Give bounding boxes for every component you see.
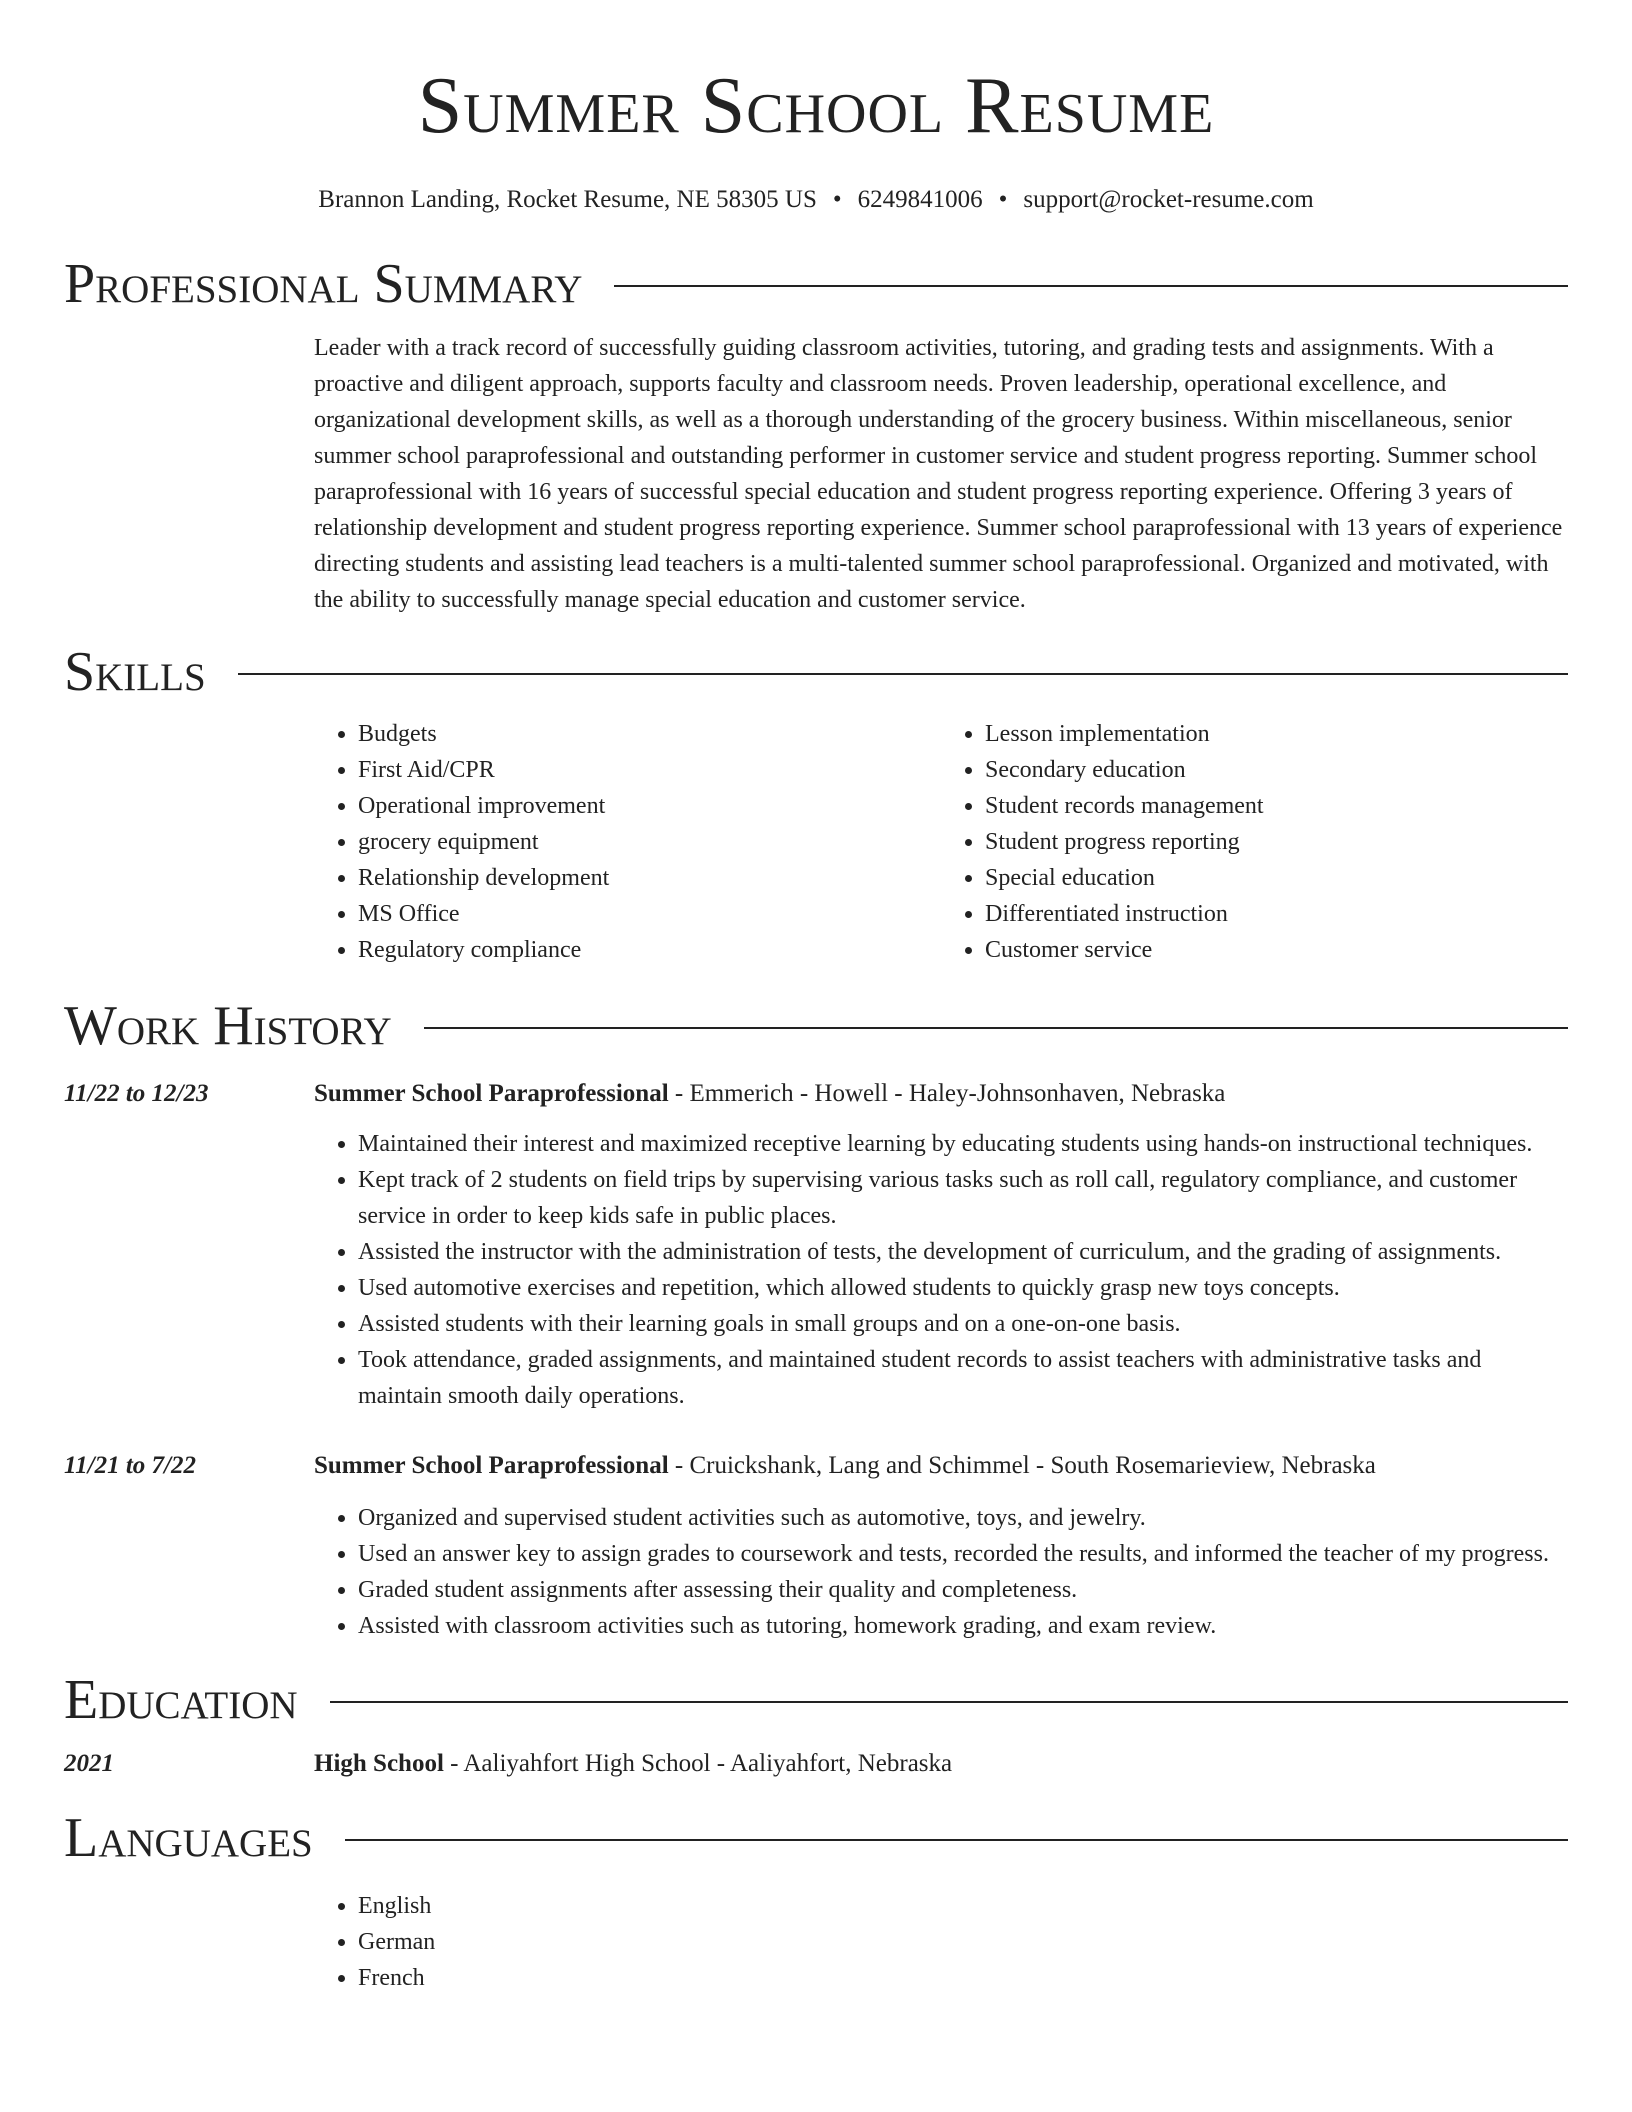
job-bullet: • Assisted students with their learning goals in small groups and on a one-on-one basis. bbox=[358, 1306, 1568, 1342]
job-bullet: • Took attendance, graded assignments, and maintained student records to assist teachers with administrative tasks and maintain smooth daily operations. bbox=[358, 1342, 1568, 1414]
skills-column-right bbox=[941, 716, 1568, 968]
skill-item: • Differentiated instruction bbox=[985, 896, 1568, 932]
job-bullet: • Assisted the instructor with the administration of tests, the development of curriculum, and the grading of assignments. bbox=[358, 1234, 1568, 1270]
contact-line bbox=[64, 184, 1568, 216]
skill-item: • Operational improvement bbox=[358, 788, 941, 824]
education-heading: Education bbox=[64, 1669, 298, 1731]
summary-section-header bbox=[64, 252, 1568, 316]
education-degree: High School bbox=[314, 1750, 444, 1777]
job-title: Summer School Paraprofessional bbox=[314, 1452, 669, 1479]
summary-heading: Professional Summary bbox=[64, 253, 583, 315]
section-rule bbox=[614, 285, 1568, 287]
section-rule bbox=[330, 1701, 1568, 1703]
resume-title: Summer School Resume bbox=[417, 62, 1215, 150]
languages-body bbox=[314, 1888, 1568, 1996]
work-heading: Work History bbox=[64, 995, 392, 1057]
job-bullet: • Maintained their interest and maximized receptive learning by educating students using hands-on instructional techniques. bbox=[358, 1126, 1568, 1162]
section-rule bbox=[424, 1027, 1568, 1029]
languages-heading: Languages bbox=[64, 1807, 313, 1869]
job-header bbox=[314, 1448, 1549, 1484]
skills-list bbox=[314, 716, 1568, 968]
education-details: - Aaliyahfort High School - Aaliyahfort, Nebraska bbox=[443, 1750, 953, 1777]
skill-item: • Relationship development bbox=[358, 860, 941, 896]
section-rule bbox=[345, 1839, 1568, 1841]
job-header bbox=[314, 1076, 1568, 1112]
skills-heading: Skills bbox=[64, 641, 206, 703]
job-bullet: • Graded student assignments after assessing their quality and completeness. bbox=[358, 1572, 1549, 1608]
education-section-header bbox=[64, 1668, 1568, 1732]
job-details: - Emmerich - Howell - Haley-Johnsonhaven, Nebraska bbox=[668, 1080, 1226, 1107]
summary-text: Leader with a track record of successfully guiding classroom activities, tutoring, and grading tests and assignments. With a proactive and diligent approach, supports faculty and classroom needs. Proven leadership, operational excellence, and organizational development skills, as well as a thorough understanding of the grocery business. Within miscellaneous, senior summer school paraprofessional and outstanding performer in customer service and student progress reporting. Summer school paraprofessional with 16 years of successful special education and student progress reporting experience. Offering 3 years of relationship development and student progress reporting experience. Summer school paraprofessional with 13 years of experience directing students and assisting lead teachers is a multi-talented summer school paraprofessional. Organized and motivated, with the ability to successfully manage special education and customer service. bbox=[314, 335, 1563, 613]
job-bullet: • Used an answer key to assign grades to coursework and tests, recorded the results, and informed the teacher of my progress. bbox=[358, 1536, 1549, 1572]
skills-section-header bbox=[64, 640, 1568, 704]
skill-item: • Special education bbox=[985, 860, 1568, 896]
skill-item: • First Aid/CPR bbox=[358, 752, 941, 788]
language-item: • English bbox=[358, 1888, 1568, 1924]
job-bullet: • Kept track of 2 students on field trips by supervising various tasks such as roll call, regulatory compliance, and customer service in order to keep kids safe in public places. bbox=[358, 1162, 1568, 1234]
education-year: 2021 bbox=[64, 1750, 114, 1777]
job-content bbox=[314, 1076, 1568, 1414]
section-rule bbox=[238, 673, 1568, 675]
job-dates: 11/21 to 7/22 bbox=[64, 1452, 196, 1479]
summary-body bbox=[314, 330, 1568, 618]
education-header bbox=[314, 1746, 952, 1782]
skill-item: • Budgets bbox=[358, 716, 941, 752]
job-bullets bbox=[314, 1500, 1549, 1644]
job-dates: 11/22 to 12/23 bbox=[64, 1080, 209, 1107]
job-details: - Cruickshank, Lang and Schimmel - South Rosemarieview, Nebraska bbox=[668, 1452, 1376, 1479]
skills-column-left bbox=[314, 716, 941, 968]
contact-address: Brannon Landing, Rocket Resume, NE 58305 US bbox=[318, 186, 817, 213]
job-bullet: • Used automotive exercises and repetition, which allowed students to quickly grasp new toys concepts. bbox=[358, 1270, 1568, 1306]
skill-item: • Student records management bbox=[985, 788, 1568, 824]
languages-list bbox=[314, 1888, 1568, 1996]
job-entry bbox=[64, 1448, 1568, 1644]
job-bullet: • Organized and supervised student activities such as automotive, toys, and jewelry. bbox=[358, 1500, 1549, 1536]
languages-section-header bbox=[64, 1806, 1568, 1870]
skill-item: • Lesson implementation bbox=[985, 716, 1568, 752]
job-entry bbox=[64, 1076, 1568, 1414]
skill-item: • Secondary education bbox=[985, 752, 1568, 788]
job-title: Summer School Paraprofessional bbox=[314, 1080, 669, 1107]
contact-email: support@rocket-resume.com bbox=[1023, 186, 1314, 213]
education-entry bbox=[64, 1746, 1568, 1782]
skill-item: • MS Office bbox=[358, 896, 941, 932]
contact-separator: • bbox=[832, 186, 842, 213]
skill-item: • Regulatory compliance bbox=[358, 932, 941, 968]
job-content bbox=[314, 1448, 1549, 1644]
skill-item: • Student progress reporting bbox=[985, 824, 1568, 860]
contact-phone: 6249841006 bbox=[857, 186, 983, 213]
work-section-header bbox=[64, 994, 1568, 1058]
language-item: • German bbox=[358, 1924, 1568, 1960]
contact-separator: • bbox=[998, 186, 1008, 213]
skill-item: • Customer service bbox=[985, 932, 1568, 968]
skill-item: • grocery equipment bbox=[358, 824, 941, 860]
language-item: • French bbox=[358, 1960, 1568, 1996]
job-bullet: • Assisted with classroom activities such as tutoring, homework grading, and exam review. bbox=[358, 1608, 1549, 1644]
job-bullets bbox=[314, 1126, 1568, 1414]
